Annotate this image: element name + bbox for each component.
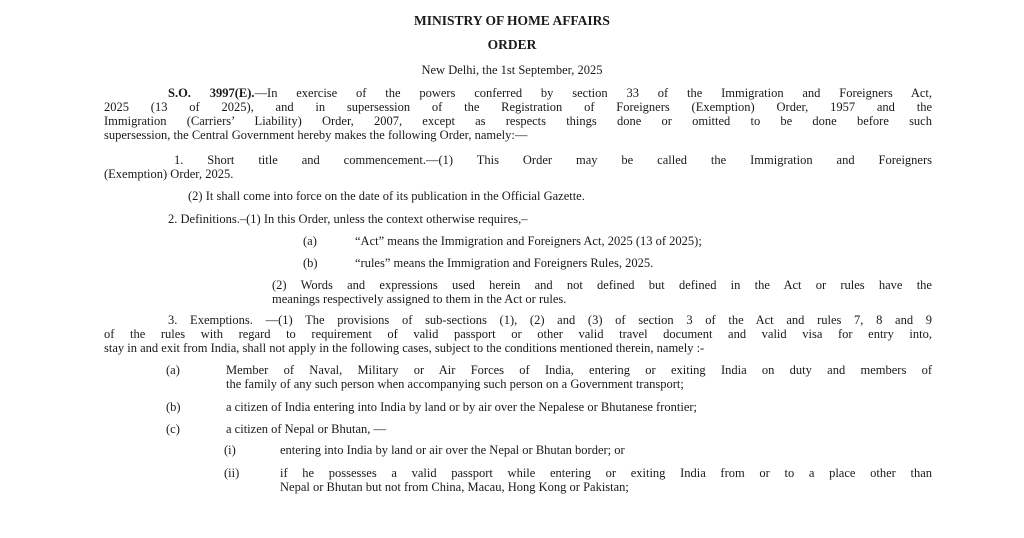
section1-line-1: 1. Short title and commencement.—(1) This Order may be called the Immigration and Foreigners (174, 153, 932, 167)
exempt-c-sub-ii-line-2: Nepal or Bhutan but not from China, Macau, Hong Kong or Pakistan; (280, 480, 629, 494)
section2-sub2-line-1: (2) Words and expressions used herein and not defined but defined in the Act or rules have the (272, 278, 932, 292)
def-text-a: “Act” means the Immigration and Foreigners Act, 2025 (13 of 2025); (355, 234, 702, 248)
exempt-marker-c: (c) (166, 422, 180, 436)
ministry-title: MINISTRY OF HOME AFFAIRS (414, 13, 610, 28)
preamble-line-2: 2025 (13 of 2025), and in supersession of the Registration of Foreigners (Exemption) Order, 1957 and the (104, 100, 932, 114)
exempt-c-sub-marker-i: (i) (224, 443, 236, 457)
exempt-b-line-1: a citizen of India entering into India by land or by air over the Nepalese or Bhutanese frontier; (226, 400, 698, 414)
section1-line-2: (Exemption) Order, 2025. (104, 167, 234, 181)
section2-heading: 2. Definitions.–(1) In this Order, unless the context otherwise requires,– (168, 212, 528, 226)
exempt-a-line-2: the family of any such person when accompanying such person on a Government transport; (226, 377, 684, 391)
section3-line-1: 3. Exemptions. —(1) The provisions of sub-sections (1), (2) and (3) of section 3 of the Act and rules 7, 8 and 9 (168, 313, 932, 327)
section3-line-2: of the rules with regard to requirement of valid passport or other valid travel document and valid visa for entry into, (104, 327, 932, 341)
exempt-a-line-1: Member of Naval, Military or Air Forces of India, entering or exiting India on duty and members of (226, 363, 932, 377)
so-number: S.O. 3997(E). (168, 86, 255, 100)
exempt-marker-b: (b) (166, 400, 181, 414)
exempt-c-sub-marker-ii: (ii) (224, 466, 240, 480)
def-marker-a: (a) (303, 234, 317, 248)
exempt-marker-a: (a) (166, 363, 180, 377)
exempt-c-line-1: a citizen of Nepal or Bhutan, — (226, 422, 387, 436)
preamble-line-4: supersession, the Central Government hereby makes the following Order, namely:— (104, 128, 528, 142)
preamble-line-1: S.O. 3997(E).—In exercise of the powers conferred by section 33 of the Immigration and Foreigners Act, (168, 86, 932, 100)
section2-sub2-line-2: meanings respectively assigned to them in the Act or rules. (272, 292, 567, 306)
section3-line-3: stay in and exit from India, shall not apply in the following cases, subject to the conditions mentioned therein, namely :- (104, 341, 705, 355)
preamble-line-3: Immigration (Carriers’ Liability) Order, 2007, except as respects things done or omitted to be done before such (104, 114, 932, 128)
exempt-c-sub-ii-line-1: if he possesses a valid passport while entering or exiting India from or to a place other than (280, 466, 932, 480)
def-marker-b: (b) (303, 256, 318, 270)
section1-sub2: (2) It shall come into force on the date of its publication in the Official Gazette. (188, 189, 585, 203)
place-date: New Delhi, the 1st September, 2025 (421, 63, 603, 77)
exempt-c-sub-i-line-1: entering into India by land or air over the Nepal or Bhutan border; or (280, 443, 625, 457)
def-text-b: “rules” means the Immigration and Foreigners Rules, 2025. (355, 256, 654, 270)
order-title: ORDER (487, 37, 537, 52)
